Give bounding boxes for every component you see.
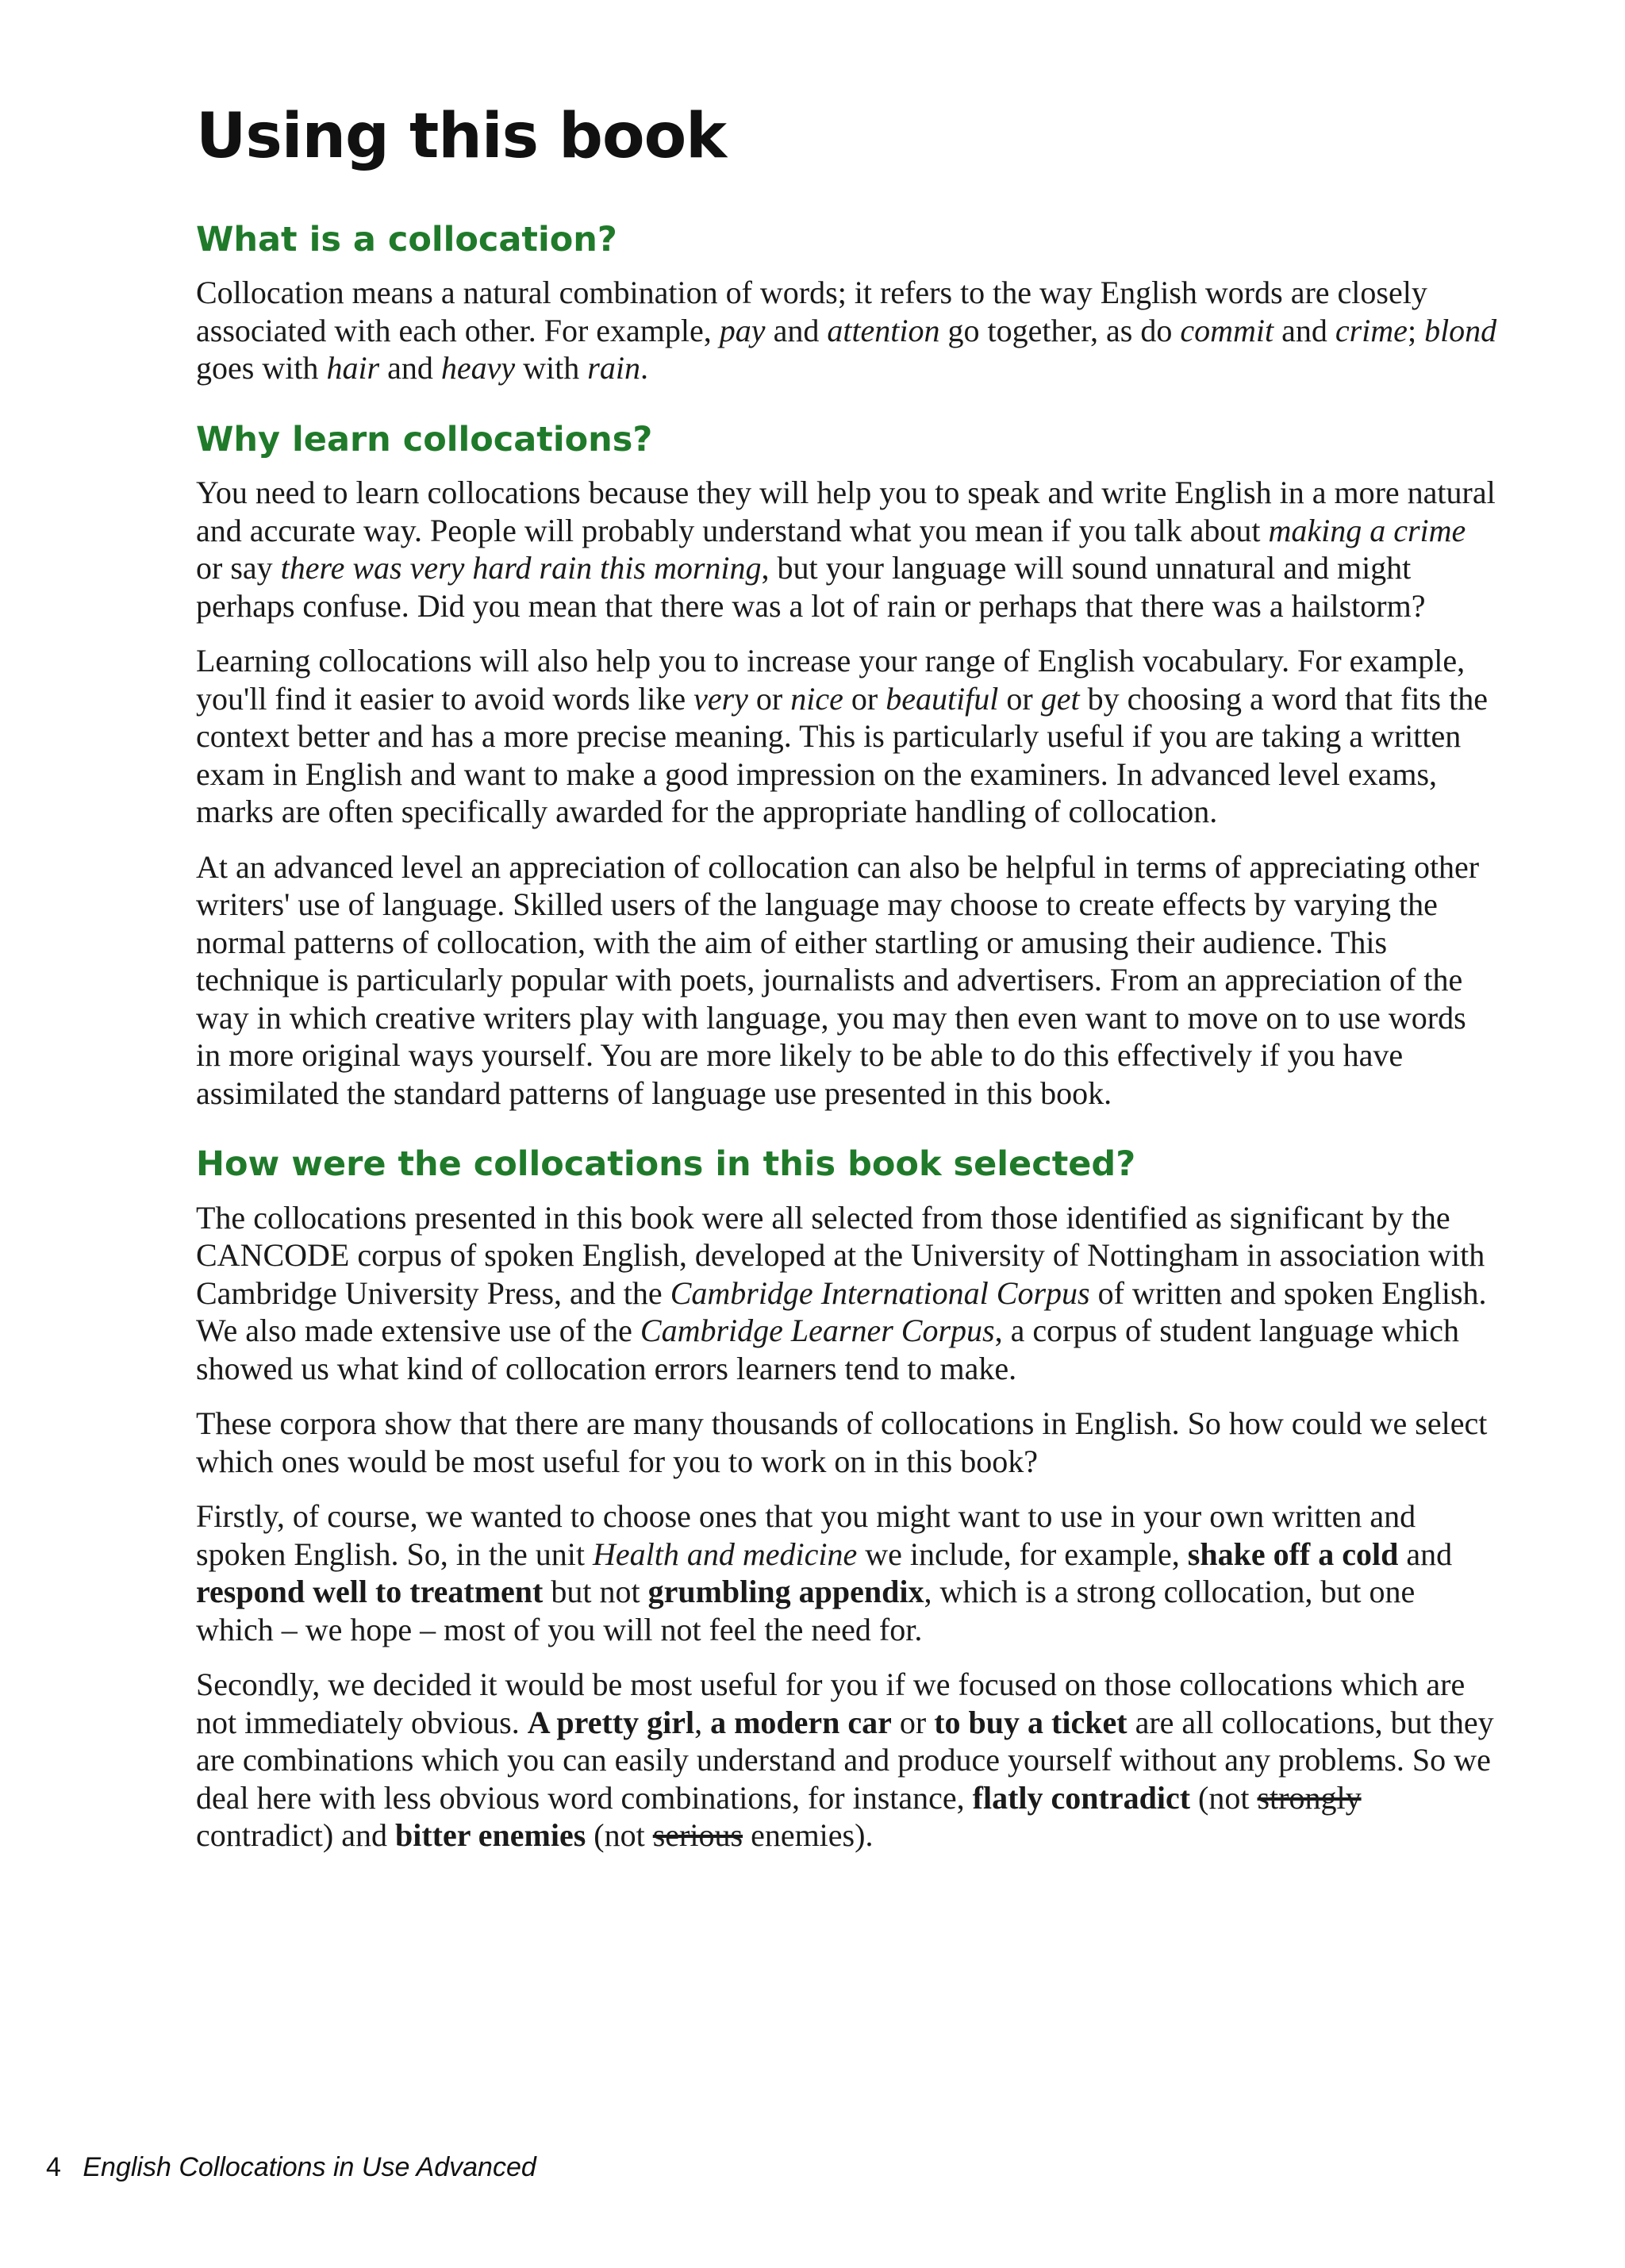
- text-run: or: [747, 680, 791, 717]
- bold-collocation: to buy a ticket: [934, 1704, 1128, 1740]
- text-run: Secondly, we decided it would be most useful for you if we focused on those collocations which are not immediately obvious.: [196, 1666, 1466, 1740]
- section-heading: What is a collocation?: [196, 219, 617, 259]
- bold-collocation: shake off a cold: [1187, 1536, 1399, 1572]
- text-run: enemies).: [743, 1817, 874, 1854]
- italic-term: pay: [719, 312, 766, 348]
- section-heading: How were the collocations in this book selected?: [196, 1144, 1136, 1185]
- italic-term: making a crime: [1268, 512, 1466, 548]
- page-title: Using this book: [196, 101, 727, 172]
- italic-term: beautiful: [885, 680, 999, 717]
- book-title: English Collocations in Use Advanced: [83, 2152, 536, 2182]
- paragraph: [196, 1497, 1497, 1648]
- italic-term: rain: [587, 350, 640, 386]
- italic-term: get: [1040, 680, 1080, 717]
- section-why-learn: [196, 421, 1497, 1112]
- text-run: (not: [1190, 1779, 1258, 1816]
- text-run: .: [640, 350, 648, 386]
- paragraph: [196, 642, 1497, 831]
- text-run: of written and spoken English. We also made extensive use of the: [196, 1274, 1487, 1349]
- struck-word: serious: [652, 1817, 743, 1854]
- text-run: and: [379, 350, 441, 386]
- text-run: are all collocations, but they are combinations which you can easily understand and produce yourself without any problems. So we deal here with less obvious word combinations, for instance,: [196, 1704, 1494, 1816]
- page-number: 4: [46, 2152, 61, 2182]
- italic-term: commit: [1180, 312, 1274, 348]
- bold-collocation: bitter enemies: [395, 1817, 586, 1854]
- text-run: with: [515, 350, 588, 386]
- text-run: and: [765, 312, 828, 348]
- italic-term: there was very hard rain this morning: [280, 550, 762, 586]
- paragraph: [196, 848, 1497, 1113]
- text-run: go together, as do: [939, 312, 1181, 348]
- text-run: , a corpus of student language which showed us what kind of collocation errors learners tend to make.: [196, 1313, 1460, 1386]
- text-run: or: [891, 1704, 935, 1740]
- text-run: and: [1273, 312, 1335, 348]
- text-run: At an advanced level an appreciation of collocation can also be helpful in terms of appreciating other writers' use of language. Skilled users of the language may choose to create effects by varying the normal patterns of collocation, with the aim of either startling or amusing their audience. This technique is particularly popular with poets, journalists and advertisers. From an appreciation of the way in which creative writers play with language, you may then even want to move on to use words in more original ways yourself. You are more likely to be able to do this effectively if you have assimilated the standard patterns of language use presented in this book.: [196, 848, 1480, 1111]
- italic-term: hair: [326, 350, 380, 386]
- bold-collocation: A pretty girl: [527, 1704, 695, 1740]
- bold-collocation: flatly contradict: [972, 1779, 1191, 1816]
- page-content: [196, 103, 1497, 1883]
- italic-term: crime: [1335, 312, 1408, 348]
- bold-collocation: grumbling appendix: [647, 1574, 924, 1610]
- paragraph: [196, 274, 1497, 387]
- italic-term: blond: [1424, 312, 1497, 348]
- text-run: Firstly, of course, we wanted to choose ones that you might want to use in your own written and spoken English. So, in the unit: [196, 1498, 1416, 1572]
- struck-word: strongly: [1257, 1779, 1362, 1816]
- italic-term: very: [693, 680, 748, 717]
- italic-term: heavy: [440, 350, 516, 386]
- section-what-is-collocation: [196, 221, 1497, 387]
- text-run: Collocation means a natural combination of words; it refers to the way English words are closely associated with each other. For example,: [196, 275, 1427, 348]
- text-run: The collocations presented in this book were all selected from those identified as significant by the CANCODE corpus of spoken English, developed at the University of Nottingham in association with Cambridge University Press, and the: [196, 1199, 1485, 1311]
- section-heading: Why learn collocations?: [196, 419, 653, 459]
- text-run: by choosing a word that fits the context better and has a more precise meaning. This is particularly useful if you are taking a written exam in English and want to make a good impression on the examiners. In advanced level exams, marks are often specifically awarded for the appropriate handling of collocation.: [196, 680, 1488, 830]
- paragraph: [196, 1199, 1497, 1388]
- text-run: and: [1398, 1536, 1453, 1572]
- text-run: contradict) and: [196, 1817, 395, 1854]
- text-run: ,: [694, 1704, 711, 1740]
- italic-term: Health and medicine: [593, 1536, 858, 1572]
- bold-collocation: respond well to treatment: [196, 1574, 544, 1610]
- section-how-selected: [196, 1145, 1497, 1854]
- italic-term: attention: [827, 312, 940, 348]
- bold-collocation: a modern car: [710, 1704, 892, 1740]
- text-run: we include, for example,: [857, 1536, 1188, 1572]
- text-run: goes with: [196, 350, 327, 386]
- paragraph: [196, 474, 1497, 625]
- italic-term: Cambridge Learner Corpus: [640, 1313, 995, 1349]
- paragraph: [196, 1405, 1497, 1480]
- text-run: , which is a strong collocation, but one which – we hope – most of you will not feel the need for.: [196, 1574, 1416, 1647]
- text-run: , but your language will sound unnatural and might perhaps confuse. Did you mean that there was a lot of rain or perhaps that there was a hailstorm?: [196, 550, 1426, 624]
- text-run: or say: [196, 550, 281, 586]
- italic-term: nice: [790, 680, 843, 717]
- text-run: These corpora show that there are many thousands of collocations in English. So how could we select which ones would be most useful for you to work on in this book?: [196, 1405, 1488, 1479]
- text-run: (not: [586, 1817, 653, 1854]
- italic-term: Cambridge International Corpus: [670, 1274, 1090, 1311]
- paragraph: [196, 1666, 1497, 1855]
- page-footer: [46, 2152, 536, 2183]
- text-run: but not: [543, 1574, 648, 1610]
- text-run: Learning collocations will also help you to increase your range of English vocabulary. For example, you'll find it easier to avoid words like: [196, 643, 1466, 717]
- text-run: or: [843, 680, 886, 717]
- text-run: or: [998, 680, 1041, 717]
- text-run: You need to learn collocations because they will help you to speak and write English in a more natural and accurate way. People will probably understand what you mean if you talk about: [196, 475, 1496, 548]
- text-run: ;: [1407, 312, 1425, 348]
